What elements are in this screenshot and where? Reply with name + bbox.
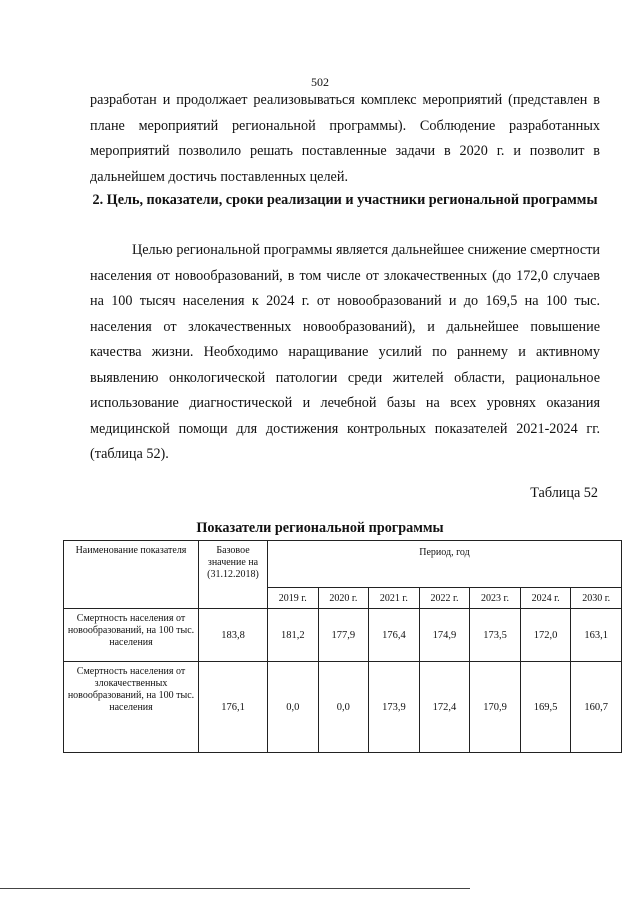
year-value: 163,1 bbox=[571, 609, 622, 662]
base-value: 176,1 bbox=[199, 662, 268, 753]
year-value: 160,7 bbox=[571, 662, 622, 753]
table-number: Таблица 52 bbox=[530, 485, 598, 501]
paragraph-intro: разработан и продолжает реализовываться комплекс мероприятий (представлен в плане мероприятий региональной программы). Соблюдение разработанных мероприятий позволило решать поставленные задачи в 2020 г. и позволит в дальнейшем достичь поставленных целей. bbox=[90, 92, 600, 185]
year-header: 2022 г. bbox=[419, 588, 470, 609]
year-value: 173,9 bbox=[369, 662, 420, 753]
indicator-name: Смертность населения от новообразований, на 100 тыс. населения bbox=[64, 609, 199, 662]
section-heading: 2. Цель, показатели, сроки реализации и участники региональной программы bbox=[92, 192, 598, 208]
year-value: 177,9 bbox=[318, 609, 369, 662]
year-value: 0,0 bbox=[268, 662, 319, 753]
footer-divider bbox=[0, 888, 470, 889]
year-value: 0,0 bbox=[318, 662, 369, 753]
year-value: 181,2 bbox=[268, 609, 319, 662]
table-row bbox=[64, 662, 622, 753]
indicators-table bbox=[63, 540, 622, 753]
header-base-value: Базовое значение на (31.12.2018) bbox=[199, 541, 268, 609]
year-header: 2030 г. bbox=[571, 588, 622, 609]
header-indicator-name: Наименование показателя bbox=[64, 541, 199, 609]
year-header: 2023 г. bbox=[470, 588, 521, 609]
table-row bbox=[64, 609, 622, 662]
paragraph-goal: Целью региональной программы является дальнейшее снижение смертности населения от новообразований, в том числе от злокачественных (до 172,0 случаев на 100 тысяч населения к 2024 г. от новообразований и до 169,5 на 100 тыс. населения от злокачественных новообразований), и дальнейшее повышение качества жизни. Необходимо наращивание усилий по раннему и активному выявлению онкологической патологии среди жителей области, рациональное использование диагностической и лечебной базы на всех уровнях оказания медицинской помощи для достижения контрольных показателей 2021-2024 гг. (таблица 52). bbox=[90, 242, 600, 462]
year-value: 172,0 bbox=[520, 609, 571, 662]
year-header: 2019 г. bbox=[268, 588, 319, 609]
base-value: 183,8 bbox=[199, 609, 268, 662]
year-value: 176,4 bbox=[369, 609, 420, 662]
year-value: 172,4 bbox=[419, 662, 470, 753]
year-value: 170,9 bbox=[470, 662, 521, 753]
year-value: 174,9 bbox=[419, 609, 470, 662]
indicator-name: Смертность населения от злокачественных новообразований, на 100 тыс. населения bbox=[64, 662, 199, 753]
header-period: Период, год bbox=[268, 541, 622, 588]
year-header: 2021 г. bbox=[369, 588, 420, 609]
year-header: 2024 г. bbox=[520, 588, 571, 609]
year-value: 173,5 bbox=[470, 609, 521, 662]
table-title: Показатели региональной программы bbox=[196, 520, 444, 536]
year-value: 169,5 bbox=[520, 662, 571, 753]
page-number: 502 bbox=[311, 75, 329, 89]
year-header: 2020 г. bbox=[318, 588, 369, 609]
